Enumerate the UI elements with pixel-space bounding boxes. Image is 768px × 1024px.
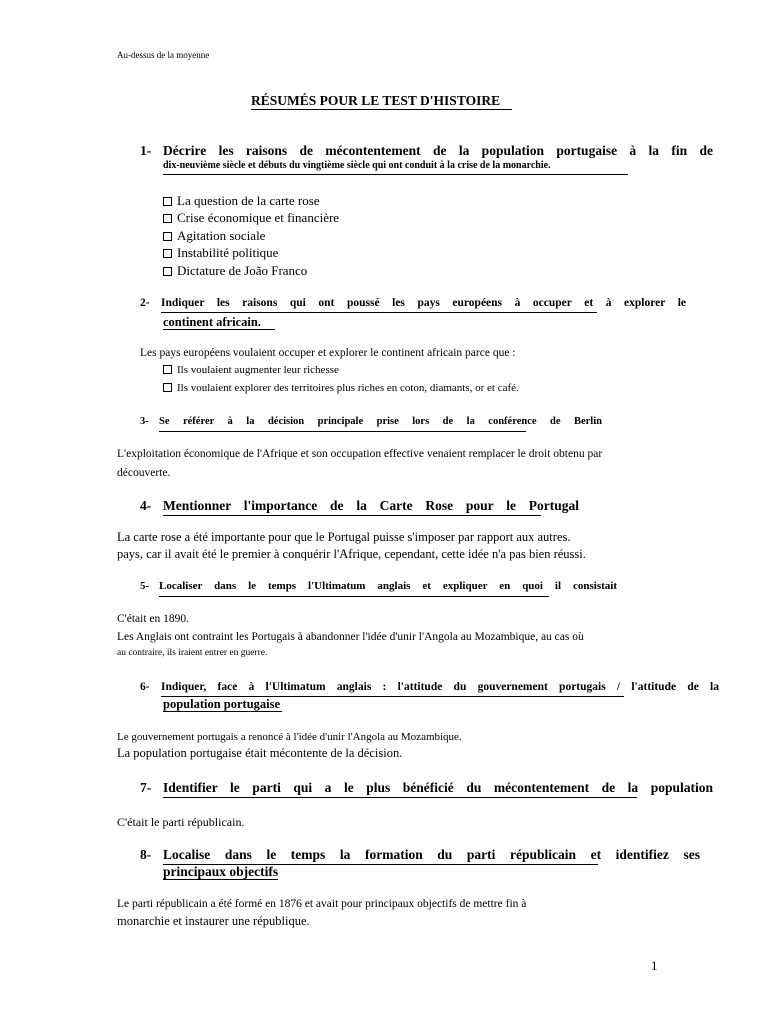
question-1-line-1: Décrire les raisons de mécontentement de la population portugaise à la fin de	[163, 143, 713, 158]
document-header: Au-dessus de la moyenne	[117, 50, 210, 60]
list-item: Instabilité politique	[163, 245, 278, 261]
question-1	[140, 143, 713, 159]
question-6-line-2: population portugaise	[163, 697, 281, 711]
question-7-line-1: Identifier le parti qui a le plus bénéficié du mécontentement de la population	[163, 780, 713, 795]
checkbox-icon	[163, 365, 172, 374]
list-item: Crise économique et financière	[163, 210, 339, 226]
checkbox-icon	[163, 267, 172, 276]
question-4-answer-line-2: pays, car il avait été le premier à conquérir l'Afrique, cependant, cette idée n'a pas bien réussi.	[117, 547, 586, 561]
question-7-underline	[163, 797, 637, 798]
question-5-answer-line-3: au contraire, ils iraient entrer en guerre.	[117, 648, 268, 658]
question-5-number: 5-	[140, 580, 150, 592]
question-5-answer-line-1: C'était en 1890.	[117, 613, 190, 625]
question-4-line-1: Mentionner l'importance de la Carte Rose pour le Portugal	[163, 498, 579, 513]
question-8-line-1: Localise dans le temps la formation du parti républicain et identifiez ses	[163, 847, 700, 862]
question-6	[140, 681, 719, 693]
question-7	[140, 780, 713, 796]
list-item: La question de la carte rose	[163, 193, 320, 209]
question-5-answer-line-2: Les Anglais ont contraint les Portugais à abandonner l'idée d'unir l'Angola au Mozambique, au cas où	[117, 631, 584, 643]
question-6-answer-line-2: La population portugaise était mécontente de la décision.	[117, 746, 403, 760]
question-2-intro: Les pays européens voulaient occuper et explorer le continent africain parce que :	[140, 347, 516, 359]
question-1-underline	[163, 174, 628, 175]
question-8-line-2: principaux objectifs	[163, 864, 279, 879]
list-item: Ils voulaient explorer des territoires plus riches en coton, diamants, or et café.	[163, 382, 519, 394]
question-7-answer-line-1: C'était le parti républicain.	[117, 815, 245, 829]
question-8-answer-line-2: monarchie et instaurer une république.	[117, 914, 310, 928]
question-4-underline	[163, 515, 541, 516]
question-6-line-1: Indiquer, face à l'Ultimatum anglais : l'attitude du gouvernement portugais / l'attitude de la	[161, 681, 719, 693]
list-item: Dictature de João Franco	[163, 263, 307, 279]
question-5-line-1: Localiser dans le temps l'Ultimatum anglais et expliquer en quoi il consistait	[159, 580, 617, 592]
page-number: 1	[651, 958, 658, 973]
question-8-answer-line-1: Le parti républicain a été formé en 1876 et avait pour principaux objectifs de mettre fin à	[117, 898, 527, 910]
checkbox-icon	[163, 214, 172, 223]
question-4-answer-line-1: La carte rose a été importante pour que le Portugal puisse s'imposer par rapport aux autres.	[117, 530, 571, 544]
question-5	[140, 580, 617, 592]
list-item: Ils voulaient augmenter leur richesse	[163, 364, 339, 376]
question-3-answer-line-1: L'exploitation économique de l'Afrique et son occupation effective venaient remplacer le droit obtenu par	[117, 448, 603, 460]
question-1-number: 1-	[140, 143, 152, 158]
question-4-number: 4-	[140, 498, 152, 513]
question-2-line-1: Indiquer les raisons qui ont poussé les pays européens à occuper et à explorer le	[161, 297, 686, 309]
checkbox-icon	[163, 232, 172, 241]
question-5-underline	[159, 596, 549, 597]
question-2-underline	[161, 312, 597, 313]
checkbox-icon	[163, 383, 172, 392]
question-2	[140, 297, 686, 309]
question-3-answer-line-2: découverte.	[117, 467, 171, 479]
question-6-number: 6-	[140, 681, 150, 693]
question-2-line-2: continent africain.	[163, 315, 275, 330]
question-4	[140, 498, 579, 514]
list-item: Agitation sociale	[163, 228, 265, 244]
question-2-number: 2-	[140, 297, 150, 309]
checkbox-icon	[163, 197, 172, 206]
page-title: RÉSUMÉS POUR LE TEST D'HISTOIRE	[251, 93, 512, 109]
question-3-number: 3-	[140, 416, 149, 427]
question-3-line-1: Se référer à la décision principale prise lors de la conférence de Berlin	[159, 416, 602, 427]
question-3-underline	[159, 431, 526, 432]
question-6-answer-line-1: Le gouvernement portugais a renoncé à l'idée d'unir l'Angola au Mozambique.	[117, 731, 462, 743]
question-7-number: 7-	[140, 780, 152, 795]
question-3	[140, 416, 602, 427]
question-8-number: 8-	[140, 847, 152, 862]
question-8	[140, 847, 700, 863]
checkbox-icon	[163, 249, 172, 258]
question-1-line-2: dix-neuvième siècle et débuts du vingtième siècle qui ont conduit à la crise de la monarchie.	[163, 160, 551, 171]
